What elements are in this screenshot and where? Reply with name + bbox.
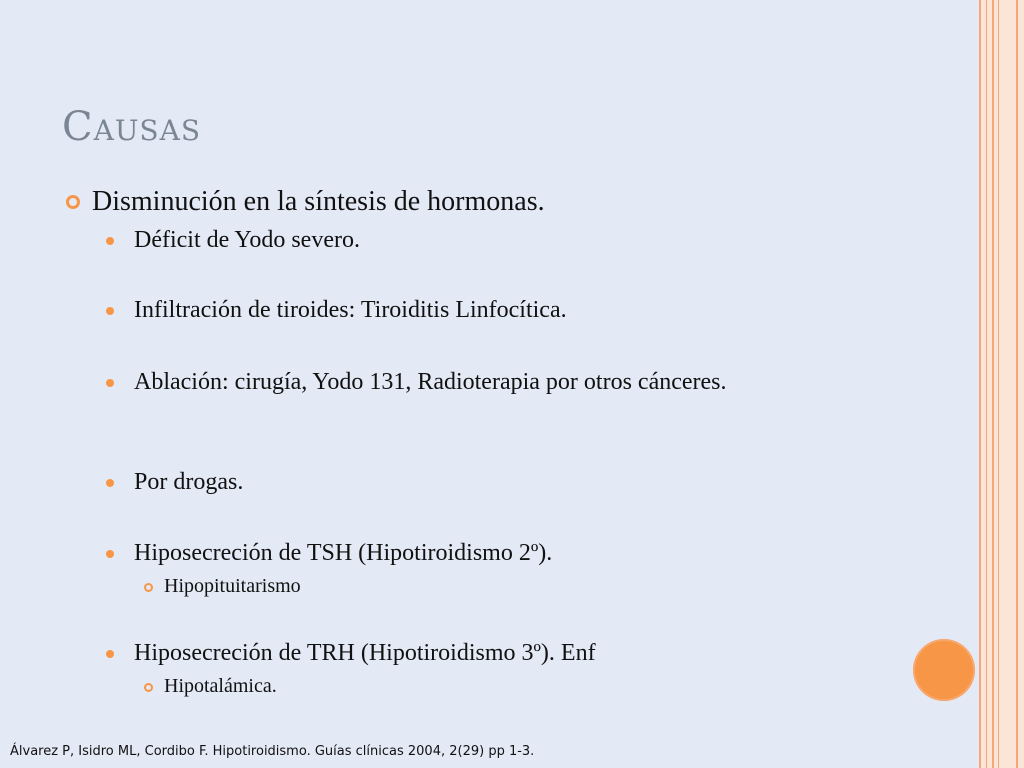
- main-bullet-text: Disminución en la síntesis de hormonas.: [92, 186, 545, 217]
- list-item-text: Ablación: cirugía, Yodo 131, Radioterapia por otros cánceres.: [134, 369, 727, 395]
- decorative-stripe: [999, 0, 1016, 768]
- dot-bullet-icon: [106, 379, 114, 387]
- ring-bullet-icon: [144, 683, 153, 692]
- slide-title: Causas: [62, 104, 202, 150]
- list-item-text: Hiposecreción de TRH (Hipotiroidismo 3º). Enf: [134, 640, 596, 666]
- dot-bullet-icon: [106, 650, 114, 658]
- list-item-text: Infiltración de tiroides: Tiroiditis Linfocítica.: [134, 297, 567, 323]
- list-item-text: Hiposecreción de TSH (Hipotiroidismo 2º).: [134, 540, 553, 566]
- ring-bullet-icon: [144, 583, 153, 592]
- decorative-stripe: [1018, 0, 1024, 768]
- dot-bullet-icon: [106, 479, 114, 487]
- list-item-text: Por drogas.: [134, 469, 244, 495]
- decorative-circle: [913, 639, 975, 701]
- sub-list-item-text: Hipotalámica.: [164, 675, 277, 697]
- ring-bullet-icon: [66, 195, 80, 209]
- dot-bullet-icon: [106, 307, 114, 315]
- citation-footer: Álvarez P, Isidro ML, Cordibo F. Hipotiroidismo. Guías clínicas 2004, 2(29) pp 1-3.: [10, 744, 535, 759]
- dot-bullet-icon: [106, 237, 114, 245]
- dot-bullet-icon: [106, 550, 114, 558]
- sub-list-item-text: Hipopituitarismo: [164, 575, 301, 597]
- list-item-text: Déficit de Yodo severo.: [134, 227, 360, 253]
